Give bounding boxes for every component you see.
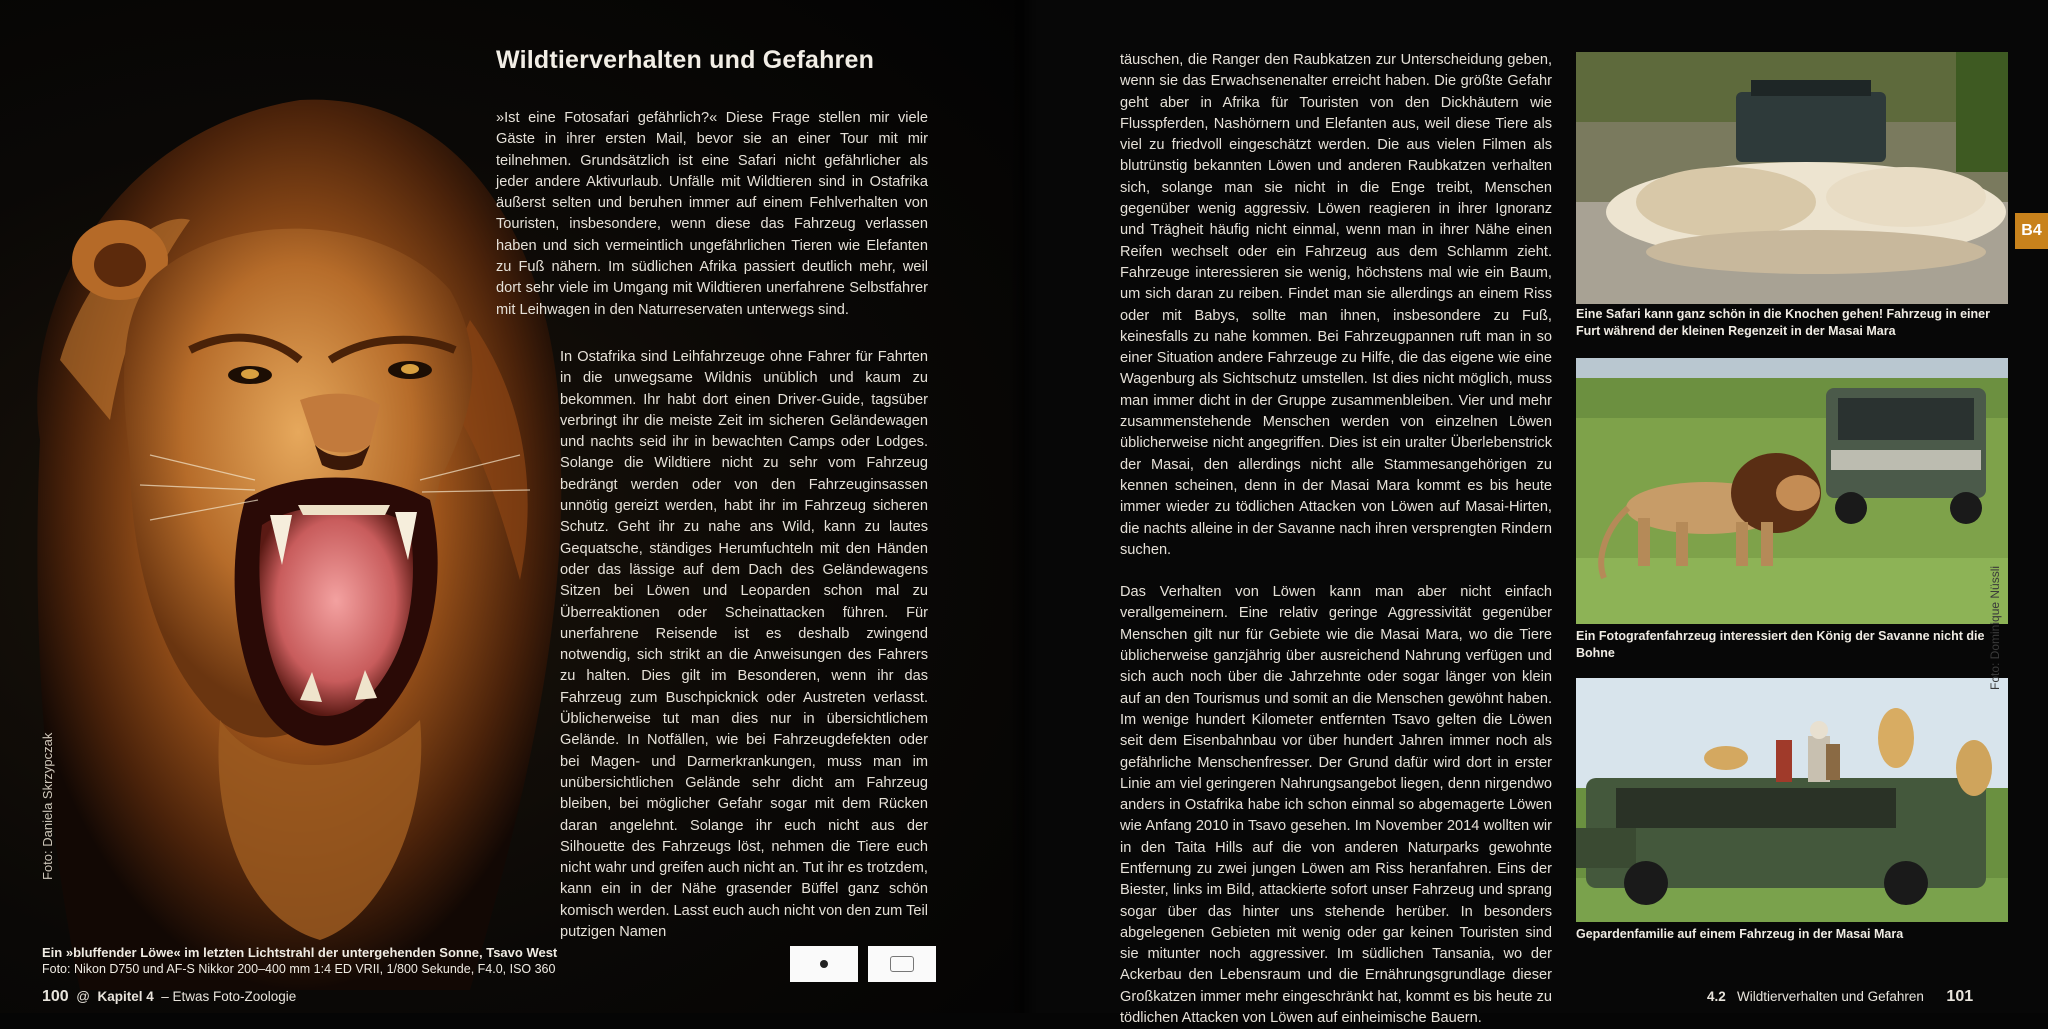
left-text-column-2 [560,347,928,943]
cheetah-photo-image [1576,678,2008,922]
left-page-number: 100 [42,988,69,1005]
lion-caption [42,944,557,978]
lion-photo-credit: Foto: Daniela Skrzypczak [40,732,55,880]
section-title: Wildtierverhalten und Gefahren [1737,989,1924,1004]
fullframe-view-button[interactable] [868,946,936,982]
left-footer [42,988,296,1006]
cheetah-photo-credit: Foto: Dominique Nüssli [1988,565,2002,690]
fullframe-view-icon [890,956,914,972]
page-heading: Wildtierverhalten und Gefahren [496,46,875,74]
right-page-number: 101 [1946,988,1974,1005]
section-tab[interactable]: B4 [2015,213,2048,249]
chapter-label: Kapitel 4 [97,989,154,1004]
left-text-column-1 [496,108,928,321]
lion-vehicle-photo-image [1576,358,2008,624]
chapter-title: – Etwas Foto-Zoologie [161,989,297,1004]
ford-photo-caption: Eine Safari kann ganz schön in die Knochen gehen! Fahrzeug in einer Furt während der kleinen Regenzeit in der Masai Mara [1576,307,1990,338]
section-number: 4.2 [1707,989,1726,1004]
single-view-button[interactable] [790,946,858,982]
lion-vehicle-photo-caption: Ein Fotografenfahrzeug interessiert den König der Savanne nicht die Bohne [1576,629,1985,660]
right-text-column [1120,50,1552,1029]
cheetah-photo [1576,678,2008,922]
right-footer [1707,988,1973,1006]
lion-caption-title: Ein »bluffender Löwe« im letzten Lichtstrahl der untergehenden Sonne, Tsavo West [42,945,558,960]
left-paragraph-1: »Ist eine Fotosafari gefährlich?« Diese Frage stellen mir viele Gäste in ihrer ersten Mail, bevor sie an einer Tour mit mir teilnehmen. Grundsätzlich ist eine Safari nicht gefährlicher als jeder andere Aktivurlaub. Unfälle mit Wildtieren sind in Ostafrika äußerst selten und beruhen immer auf einem Fehlverhalten von Touristen, insbesondere, wenn diese das Fahrzeug verlassen haben und sich vermeintlich ungefährlichen Tieren wie Elefanten zu Fuß nähern. Im südlichen Afrika passiert deutlich mehr, weil dort sehr viele im Umgang mit Wildtieren unerfahrene Selbstfahrer mit Leihwagen in den Naturreservaten unterwegs sind. [496,110,928,318]
right-paragraph-1: täuschen, die Ranger den Raubkatzen zur Unterscheidung geben, wenn sie das Erwachsenenalter erreicht haben. Die größte Gefahr geht aber in Afrika für Touristen von den Dickhäutern wie Flusspferden, Nashörnern und Elefanten aus, weil diese Tiere als viel zu friedvoll eingeschätzt werden. Die aus vielen Filmen als blutrünstig bekannten Löwen und anderen Raubkatzen verhalten sich, solange man sie nicht in die Enge treibt, Menschen gegenüber wenig aggressiv. Löwen reagieren in ihrer Ignoranz und Trägheit häufig nicht einmal, wenn man in ihrer Nähe einen Reifen wechselt oder ein Fahrzeug aus dem Schlamm zieht. Fahrzeuge interessieren sie wenig, höchstens mal wie ein Baum, um sich daran zu reiben. Findet man sie allerdings an einem Riss oder mit Babys, sollte man ihnen, insbesondere zu Fuß, keinesfalls zu nahe kommen. Bei Fahrzeugpannen ruft man in so einer Situation andere Fahrzeuge zu Hilfe, die das eigene wie eine Wagenburg als Sichtschutz umstellen. Ist dies nicht möglich, muss man immer dicht in der Gruppe zusammenbleiben. Vier und mehr zusammenstehende Menschen werden von einzelnen Löwen üblicherweise nicht angegriffen. Dies ist ein uralter Überlebenstrick der Masai, den allerdings nicht alle Stammesangehörigen zu kennen scheinen, denn in der Masai Mara kommt es bis heute immer wieder zu tödlichen Attacken von Löwen auf Masai-Hirten, die nachts alleine in der Savanne nach ihren versprengten Rindern suchen. [1120,52,1552,558]
book-gutter [1010,0,1038,1013]
ford-photo-image [1576,52,2008,304]
single-view-icon [820,960,828,968]
ford-photo [1576,52,2008,304]
right-paragraph-2: Das Verhalten von Löwen kann man aber nicht einfach verallgemeinern. Eine relativ geringe Aggressivität gegenüber Menschen gilt nur für Gebiete wie die Masai Mara, wo die Tiere üblicherweise ganzjährig über ausreichend Nahrung verfügen und sich auch noch über die Jahrzehnte oder sogar länger von klein auf an den Tourismus und somit an die Menschen gewöhnt haben. Im wenige hundert Kilometer entfernten Tsavo gelten die Löwen seit dem Eisenbahnbau vor über hundert Jahren immer noch als gefährliche Menschenfresser. Der Grund dafür wird dort in erster Linie am viel geringeren Nahrungsangebot liegen, denn nirgendwo anders in Ostafrika habe ich schon einmal so abgemagerte Löwen wie Anfang 2010 in Tsavo gesehen. Im November 2014 wollten wir in den Taita Hills auf die von anderen Naturparks gewohnte Entfernung zu zwei jungen Löwen am Riss heranfahren. Eins der Biester, links im Bild, attackierte sofort unser Fahrzeug und sprang sogar über das hinter uns stehende herüber. In besonders abgelegenen Gebieten mit wenig oder gar keinen Touristen sind sie mitunter noch aggressiver. Im südlichen Tansania, wo der Ackerbau den Lebensraum und die Ernährungsgrundlage dieser Großkatzen immer mehr eingeschränkt hat, kommt es bis heute zu tödlichen Attacken von Löwen auf einheimische Bauern. [1120,584,1552,1027]
lion-caption-exif: Foto: Nikon D750 und AF-S Nikkor 200–400 mm 1:4 ED VRII, 1/800 Sekunde, F4.0, ISO 360 [42,962,556,976]
left-paragraph-2: In Ostafrika sind Leihfahrzeuge ohne Fahrer für Fahrten in die unwegsame Wildnis unüblich und kaum zu bekommen. Ihr habt dort einen Driver-Guide, tagsüber verbringt ihr die meiste Zeit im sicheren Geländewagen und nachts seid ihr in bewachten Camps oder Lodges. Solange die Wildtiere nicht zu sehr vom Fahrzeug bedrängt werden oder von den Fahrzeuginsassen unnötig gereizt werden, habt ihr im Fahrzeug sicheren Schutz. Geht ihr zu nahe ans Wild, kann zu lautes Gequatsche, ständiges Herumfuchteln mit den Händen oder das lässige auf dem Dach des Geländewagens Sitzen bei Löwen und Leoparden schon mal zu Überreaktionen oder Scheinattacken führen. Für unerfahrene Reisende ist es deshalb zwingend notwendig, sich strikt an die Anweisungen des Fahrers zu halten. Dies gilt im Besonderen, wenn ihr das Fahrzeug zum Buschpicknick oder Austreten verlasst. Üblicherweise tut man dies nur in übersichtlichem Gelände. In Notfällen, wie bei Fahrzeugdefekten oder bei Magen- und Darmerkrankungen, muss man im unübersichtlichen Gelände sehr dicht am Fahrzeug bleiben, bei möglicher Gefahr sogar mit dem Rücken daran angelehnt. Solange ihr euch nicht aus der Silhouette des Fahrzeugs löst, nehmen die Tiere euch nicht wahr und greifen auch nicht an. Tut ihr es trotzdem, kann ein in der Nähe grasender Büffel ganz schön komisch werden. Lasst euch auch nicht von den zum Teil putzigen Namen [560,349,929,941]
at-icon: @ [76,989,90,1004]
view-toggle-group [790,946,942,982]
cheetah-photo-caption: Gepardenfamilie auf einem Fahrzeug in der Masai Mara [1576,927,1904,941]
lion-vehicle-photo [1576,358,2008,624]
